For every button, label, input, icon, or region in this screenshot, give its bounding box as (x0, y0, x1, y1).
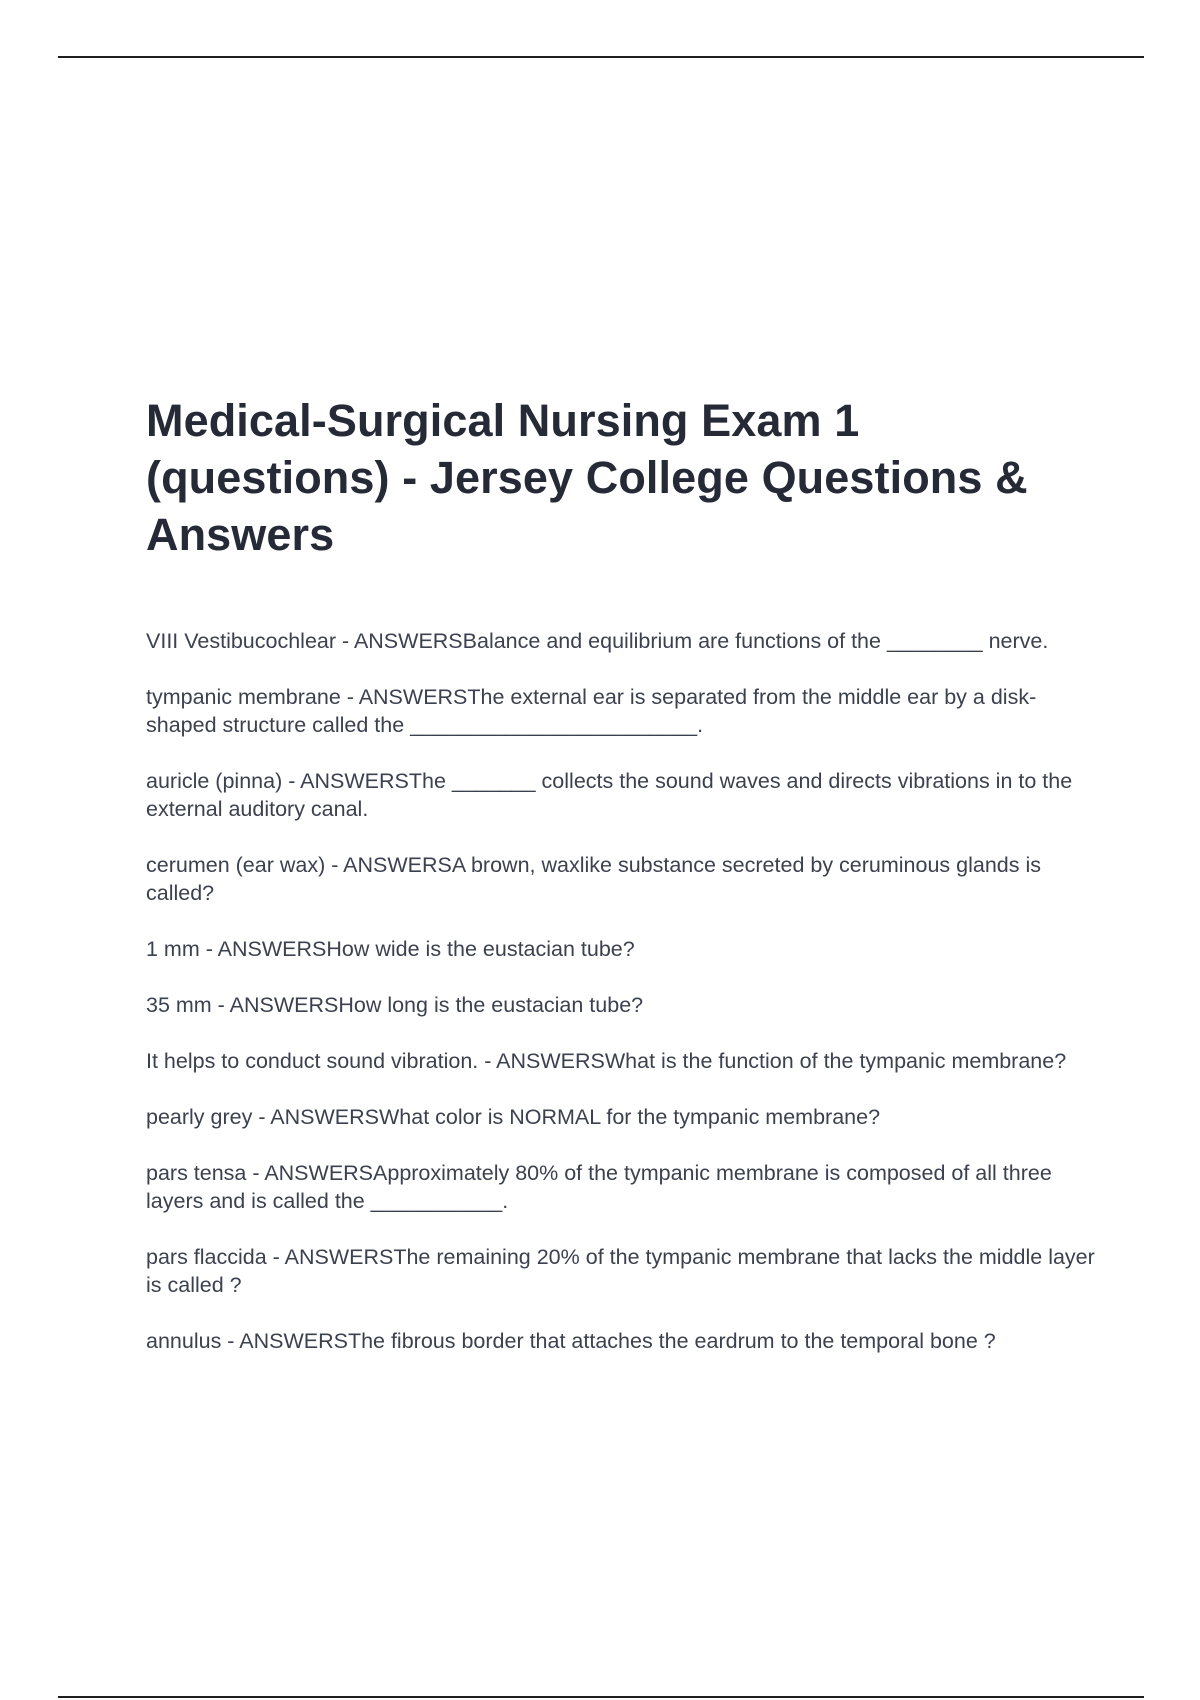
qa-item: pars flaccida - ANSWERSThe remaining 20% of the tympanic membrane that lacks the middle layer is called ? (146, 1245, 1095, 1297)
qa-item: pars tensa - ANSWERSApproximately 80% of the tympanic membrane is composed of all three layers and is called the ___________. (146, 1161, 1052, 1213)
qa-item: auricle (pinna) - ANSWERSThe _______ collects the sound waves and directs vibrations in to the external auditory canal. (146, 769, 1073, 821)
qa-item: pearly grey - ANSWERSWhat color is NORMAL for the tympanic membrane? (146, 1105, 881, 1129)
qa-item: 1 mm - ANSWERSHow wide is the eustacian tube? (146, 937, 635, 961)
qa-item: annulus - ANSWERSThe fibrous border that attaches the eardrum to the temporal bone ? (146, 1329, 996, 1353)
qa-item: It helps to conduct sound vibration. - ANSWERSWhat is the function of the tympanic membrane? (146, 1049, 1067, 1073)
qa-item: cerumen (ear wax) - ANSWERSA brown, waxlike substance secreted by ceruminous glands is called? (146, 853, 1042, 905)
qa-list (146, 627, 1096, 1355)
header-rule (58, 56, 1144, 58)
qa-item: VIII Vestibucochlear - ANSWERSBalance and equilibrium are functions of the ________ nerve. (146, 629, 1049, 653)
footer-rule (58, 1696, 1144, 1698)
qa-item: tympanic membrane - ANSWERSThe external ear is separated from the middle ear by a disk-shaped structure called the ________________________. (146, 685, 1037, 737)
page-content (146, 392, 1096, 1383)
page-title: Medical-Surgical Nursing Exam 1 (questions) - Jersey College Questions & Answers (146, 395, 1028, 560)
qa-item: 35 mm - ANSWERSHow long is the eustacian tube? (146, 993, 644, 1017)
